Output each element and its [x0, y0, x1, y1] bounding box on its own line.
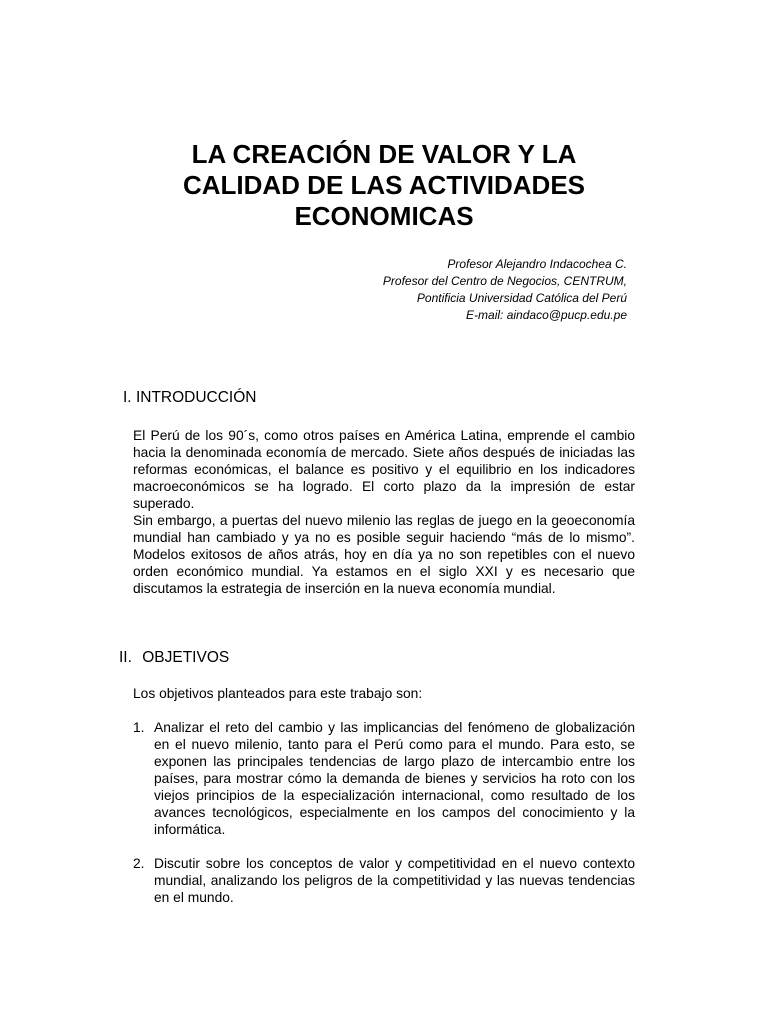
section-title: INTRODUCCIÓN	[135, 389, 257, 406]
list-marker: 1.	[133, 720, 145, 735]
author-institution: Pontificia Universidad Católica del Perú	[416, 291, 627, 305]
introduccion-paragraph-1: El Perú de los 90´s, como otros países en América Latina, emprende el cambio hacia la denominada economía de mercado. Siete años después de iniciadas las reformas económicas, el balance es positivo y el equilibrio en los indicadores macroeconómicos se ha logrado. El corto plazo da la impresión de estar superado.	[133, 428, 635, 511]
title-line-3: ECONOMICAS	[294, 201, 474, 231]
section-heading-objetivos	[119, 648, 229, 668]
author-email: E-mail: aindaco@pucp.edu.pe	[466, 308, 627, 322]
section-number: II.	[119, 649, 132, 666]
list-marker: 2.	[133, 856, 145, 871]
list-item	[133, 855, 635, 906]
section-title: OBJETIVOS	[142, 649, 230, 666]
introduccion-paragraph-2: Sin embargo, a puertas del nuevo milenio las reglas de juego en la geoeconomía mundial han cambiado y ya no es posible seguir haciendo “más de lo mismo”. Modelos exitosos de años atrás, hoy en día ya no son repetibles con el nuevo orden económico mundial. Ya estamos en el siglo XXI y es necesario que discutamos la estrategia de inserción en la nueva economía mundial.	[133, 513, 635, 596]
list-item-text: Analizar el reto del cambio y las implicancias del fenómeno de globalización en el nuevo milenio, tanto para el Perú como para el mundo. Para esto, se exponen las principales tendencias de largo plazo de intercambio entre los países, para mostrar cómo la demanda de bienes y servicios ha roto con los viejos principios de la especialización internacional, como resultado de los avances tecnológicos, especialmente en los campos del conocimiento y la informática.	[154, 720, 635, 837]
introduccion-body	[133, 427, 635, 597]
document-title	[120, 139, 648, 232]
author-position: Profesor del Centro de Negocios, CENTRUM,	[382, 274, 627, 288]
list-item-text: Discutir sobre los conceptos de valor y competitividad en el nuevo contexto mundial, analizando los peligros de la competitividad y las nuevas tendencias en el mundo.	[154, 856, 635, 905]
title-line-2: CALIDAD DE LAS ACTIVIDADES	[182, 170, 586, 200]
title-line-1: LA CREACIÓN DE VALOR Y LA	[191, 139, 577, 169]
list-item	[133, 719, 635, 838]
objetivos-list-1	[133, 719, 635, 838]
objetivos-intro: Los objetivos planteados para este trabajo son:	[133, 686, 423, 701]
objetivos-list-2	[133, 855, 635, 906]
section-heading-introduccion	[123, 388, 257, 408]
section-number: I.	[123, 389, 132, 406]
author-block	[383, 256, 627, 324]
author-name: Profesor Alejandro Indacochea C.	[447, 257, 627, 271]
